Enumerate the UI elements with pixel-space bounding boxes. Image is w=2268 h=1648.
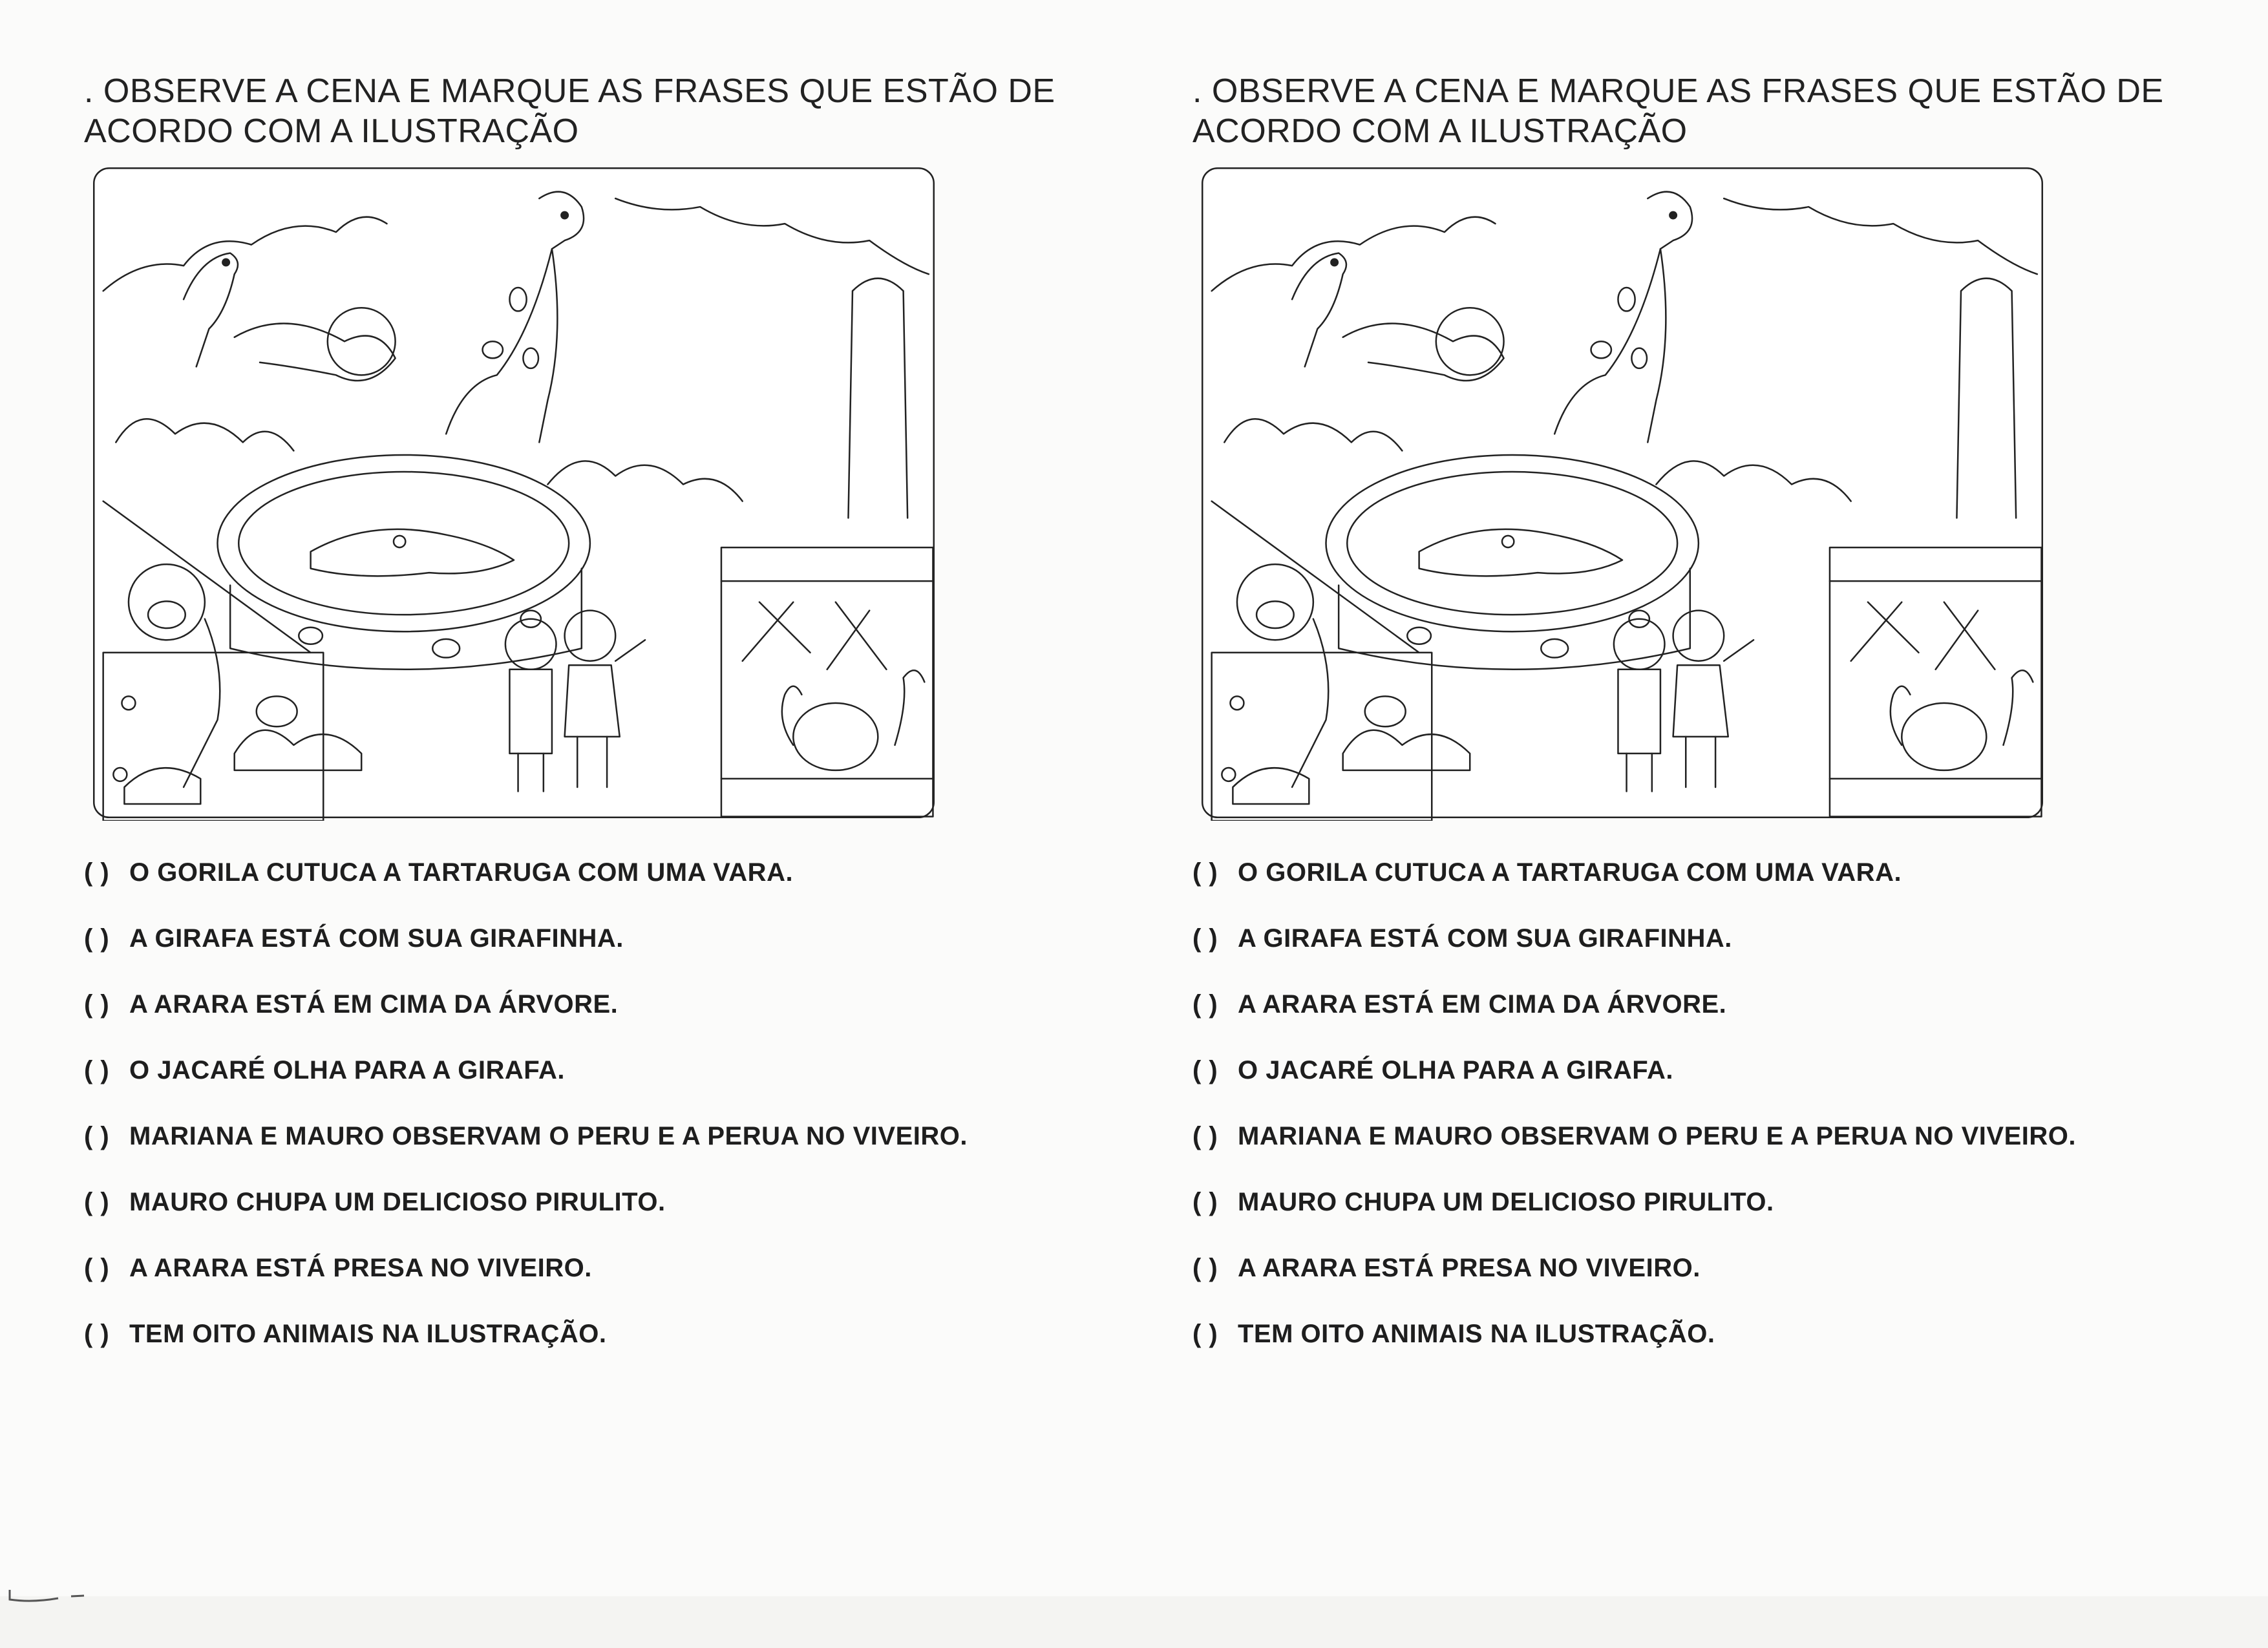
zoo-illustration [1199,165,2046,821]
answer-checkbox[interactable]: ( ) [84,858,110,887]
answer-checkbox[interactable]: ( ) [1192,1188,1218,1216]
sentence-text: O JACARÉ OLHA PARA A GIRAFA. [1238,1056,1674,1084]
sentence-text: A ARARA ESTÁ PRESA NO VIVEIRO. [129,1254,592,1282]
list-item [84,924,1196,990]
scan-mark [6,1587,97,1606]
answer-checkbox[interactable]: ( ) [84,1056,110,1084]
sentence-list [1192,858,2268,1386]
sentence-text: A GIRAFA ESTÁ COM SUA GIRAFINHA. [1238,924,1732,953]
list-item [1192,1056,2268,1122]
sentence-text: MARIANA E MAURO OBSERVAM O PERU E A PERUA NO VIVEIRO. [1238,1122,2076,1150]
answer-checkbox[interactable]: ( ) [1192,1254,1218,1282]
worksheet-right [1192,71,2268,1364]
list-item [1192,858,2268,924]
list-item [1192,1188,2268,1254]
sentence-text: A ARARA ESTÁ EM CIMA DA ÁRVORE. [1238,990,1727,1019]
list-item [1192,1122,2268,1188]
list-item [1192,1254,2268,1320]
answer-checkbox[interactable]: ( ) [1192,924,1218,953]
zoo-illustration [90,165,937,821]
sentence-text: MAURO CHUPA UM DELICIOSO PIRULITO. [1238,1188,1774,1216]
list-item [84,1254,1196,1320]
list-item [84,1122,1196,1188]
sentence-list [84,858,1196,1386]
answer-checkbox[interactable]: ( ) [1192,990,1218,1019]
answer-checkbox[interactable]: ( ) [84,924,110,953]
list-item [1192,924,2268,990]
list-item [84,1188,1196,1254]
instruction-text: . OBSERVE A CENA E MARQUE AS FRASES QUE ESTÃO DE ACORDO COM A ILUSTRAÇÃO [1192,72,2164,150]
sentence-text: O GORILA CUTUCA A TARTARUGA COM UMA VARA. [129,858,794,887]
answer-checkbox[interactable]: ( ) [84,1188,110,1216]
sentence-text: A ARARA ESTÁ EM CIMA DA ÁRVORE. [129,990,619,1019]
list-item [84,858,1196,924]
answer-checkbox[interactable]: ( ) [1192,858,1218,887]
list-item [84,1056,1196,1122]
sentence-text: TEM OITO ANIMAIS NA ILUSTRAÇÃO. [129,1320,607,1348]
list-item [84,1320,1196,1386]
answer-checkbox[interactable]: ( ) [84,990,110,1019]
answer-checkbox[interactable]: ( ) [84,1320,110,1348]
instruction-text: . OBSERVE A CENA E MARQUE AS FRASES QUE ESTÃO DE ACORDO COM A ILUSTRAÇÃO [84,72,1055,150]
answer-checkbox[interactable]: ( ) [84,1254,110,1282]
worksheet-left [84,71,1196,1364]
sentence-text: TEM OITO ANIMAIS NA ILUSTRAÇÃO. [1238,1320,1715,1348]
sentence-text: O GORILA CUTUCA A TARTARUGA COM UMA VARA. [1238,858,1902,887]
answer-checkbox[interactable]: ( ) [84,1122,110,1150]
sentence-text: MARIANA E MAURO OBSERVAM O PERU E A PERUA NO VIVEIRO. [129,1122,968,1150]
answer-checkbox[interactable]: ( ) [1192,1056,1218,1084]
list-item [84,990,1196,1056]
answer-checkbox[interactable]: ( ) [1192,1122,1218,1150]
sentence-text: A ARARA ESTÁ PRESA NO VIVEIRO. [1238,1254,1701,1282]
list-item [1192,1320,2268,1386]
sentence-text: MAURO CHUPA UM DELICIOSO PIRULITO. [129,1188,666,1216]
answer-checkbox[interactable]: ( ) [1192,1320,1218,1348]
sentence-text: O JACARÉ OLHA PARA A GIRAFA. [129,1056,566,1084]
sentence-text: A GIRAFA ESTÁ COM SUA GIRAFINHA. [129,924,624,953]
list-item [1192,990,2268,1056]
